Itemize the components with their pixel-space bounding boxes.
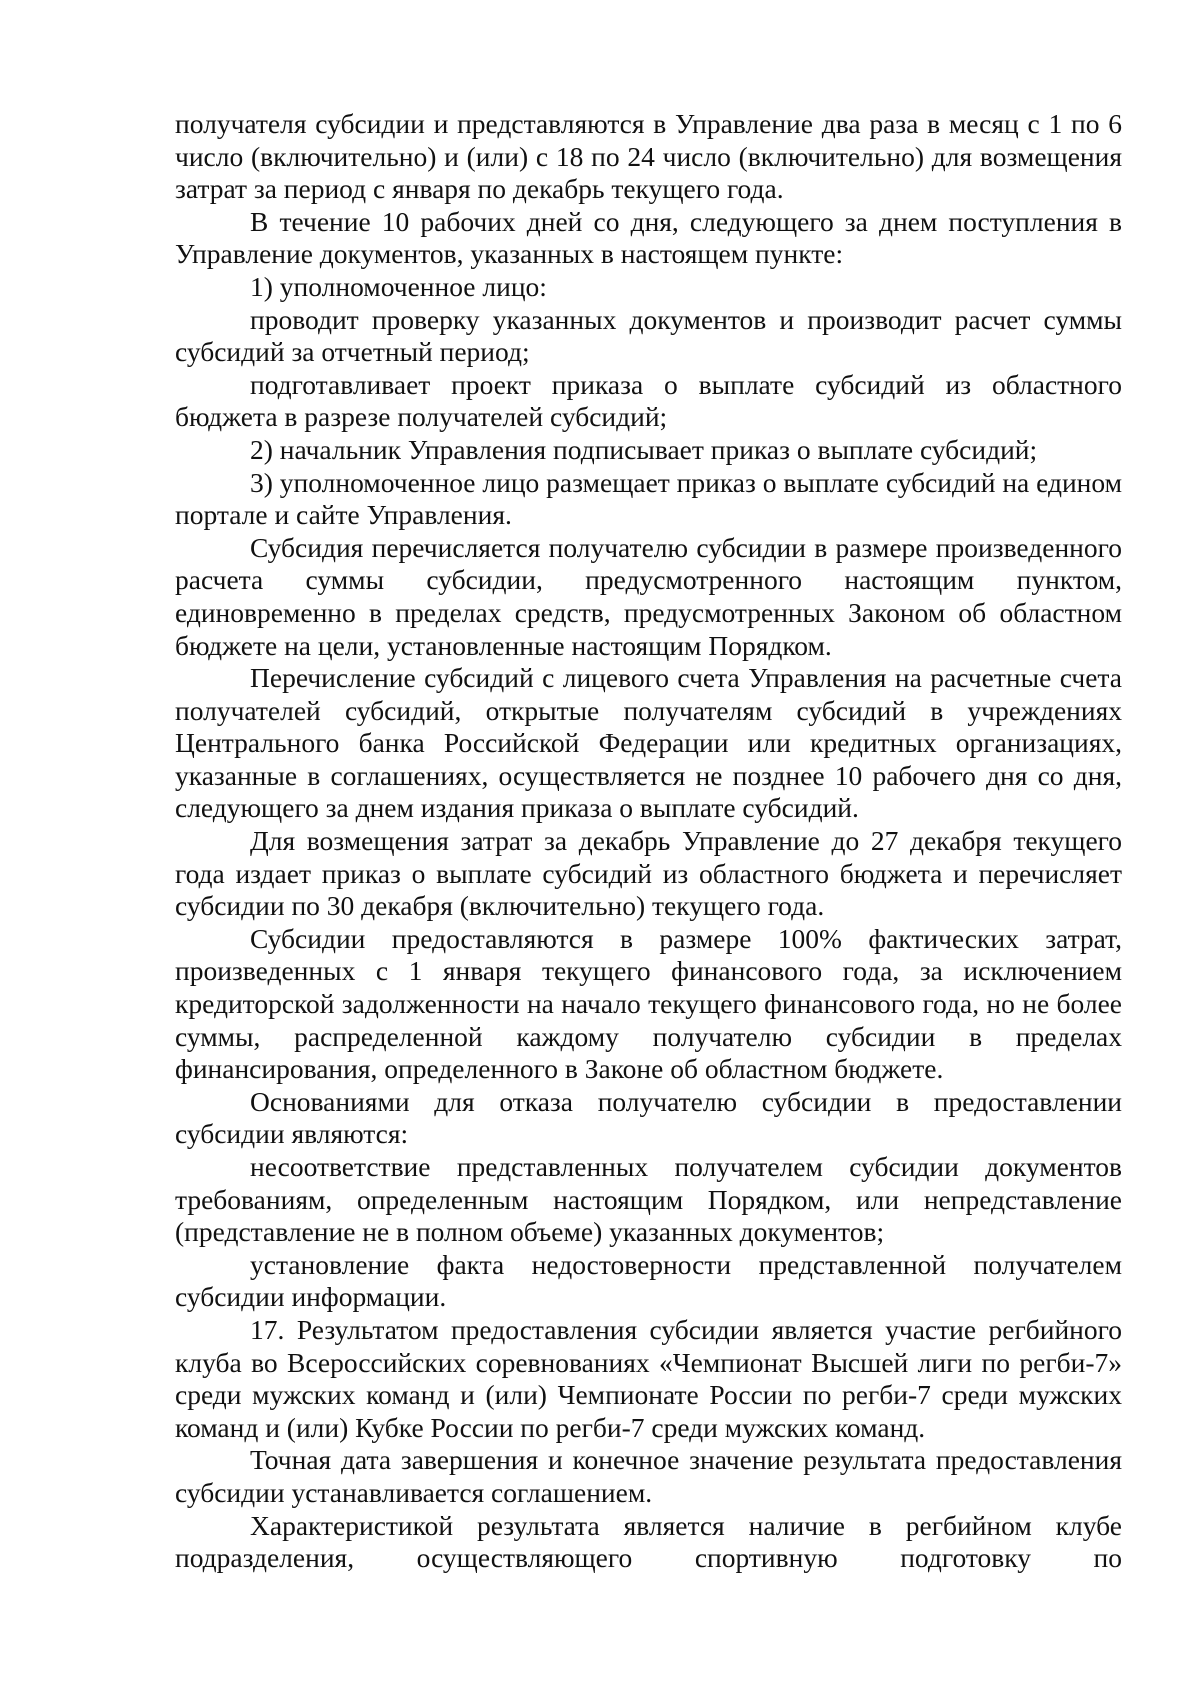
paragraph-17: Характеристикой результата является наличие в регбийном клубе подразделения, осуществляющего спортивную подготовку по [175, 1509, 1122, 1574]
paragraph-11: Субсидии предоставляются в размере 100% фактических затрат, произведенных с 1 января текущего финансового года, за исключением кредиторской задолженности на начало текущего финансового года, но не более суммы, распределенной каждому получателю субсидии в пределах финансирования, определенного в Законе об областном бюджете. [175, 922, 1122, 1085]
document-page [175, 108, 1122, 1575]
paragraph-16: Точная дата завершения и конечное значение результата предоставления субсидии устанавливается соглашением. [175, 1444, 1122, 1508]
paragraph-14: установление факта недостоверности представленной получателем субсидии информации. [175, 1248, 1122, 1313]
paragraph-8: Субсидия перечисляется получателю субсидии в размере произведенного расчета суммы субсидии, предусмотренного настоящим пунктом, единовременно в пределах средств, предусмотренных Законом об областном бюджете на цели, установленные настоящим Порядком. [175, 531, 1122, 661]
paragraph-6: 2) начальник Управления подписывает приказ о выплате субсидий; [250, 433, 1038, 465]
paragraph-15: 17. Результатом предоставления субсидии является участие регбийного клуба во Всероссийских соревнованиях «Чемпионат Высшей лиги по регби-7» среди мужских команд и (или) Чемпионате России по регби-7 среди мужских команд и (или) Кубке России по регби-7 среди мужских команд. [175, 1313, 1122, 1443]
paragraph-2: В течение 10 рабочих дней со дня, следующего за днем поступления в Управление документов, указанных в настоящем пункте: [175, 205, 1122, 270]
paragraph-13: несоответствие представленных получателем субсидии документов требованиям, определенным настоящим Порядком, или непредставление (представление не в полном объеме) указанных документов; [175, 1151, 1122, 1248]
paragraph-10: Для возмещения затрат за декабрь Управление до 27 декабря текущего года издает приказ о выплате субсидий из областного бюджета и перечисляет субсидии по 30 декабря (включительно) текущего года. [175, 825, 1122, 922]
paragraph-1: получателя субсидии и представляются в Управление два раза в месяц с 1 по 6 число (включительно) и (или) с 18 по 24 число (включительно) для возмещения затрат за период с января по декабрь текущего года. [175, 108, 1122, 205]
paragraph-9: Перечисление субсидий с лицевого счета Управления на расчетные счета получателей субсидий, открытые получателям субсидий в учреждениях Центрального банка Российской Федерации или кредитных организациях, указанные в соглашениях, осуществляется не позднее 10 рабочего дня со дня, следующего за днем издания приказа о выплате субсидий. [175, 662, 1122, 824]
paragraph-3: 1) уполномоченное лицо: [250, 270, 547, 302]
paragraph-12: Основаниями для отказа получателю субсидии в предоставлении субсидии являются: [175, 1085, 1122, 1150]
paragraph-4: проводит проверку указанных документов и производит расчет суммы субсидий за отчетный период; [175, 303, 1122, 368]
paragraph-7: 3) уполномоченное лицо размещает приказ о выплате субсидий на едином портале и сайте Управления. [175, 466, 1123, 531]
paragraph-5: подготавливает проект приказа о выплате субсидий из областного бюджета в разрезе получателей субсидий; [175, 368, 1122, 433]
